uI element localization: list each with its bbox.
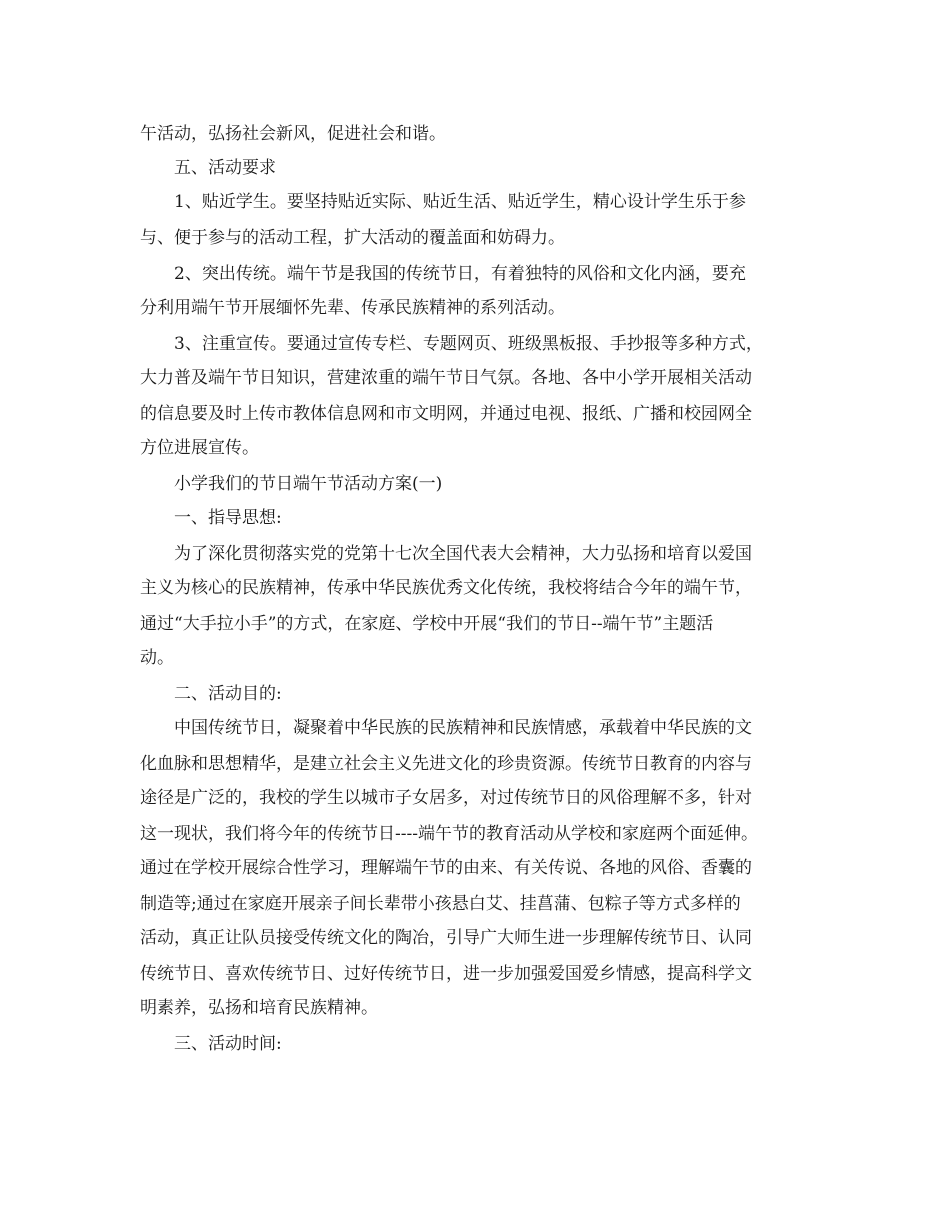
text-line: 动。 [140, 648, 174, 668]
text-line: 途径是广泛的，我校的学生以城市子女居多，对过传统节日的风俗理解不多，针对 [140, 788, 752, 808]
text-line: 3、注重宣传。要通过宣传专栏、专题网页、班级黑板报、手抄报等多种方式， [174, 334, 763, 354]
text-line: 通过“大手拉小手”的方式，在家庭、学校中开展“我们的节日--端午节”主题活 [140, 614, 714, 634]
text-line: 主义为核心的民族精神，传承中华民族优秀文化传统，我校将结合今年的端午节， [140, 578, 752, 598]
text-line: 午活动，弘扬社会新风，促进社会和谐。 [140, 124, 446, 144]
section-heading: 二、活动目的: [174, 684, 282, 704]
text-line: 1、贴近学生。要坚持贴近实际、贴近生活、贴近学生，精心设计学生乐于参 [174, 192, 746, 212]
text-line: 通过在学校开展综合性学习，理解端午节的由来、有关传说、各地的风俗、香囊的 [140, 858, 752, 878]
text-line: 与、便于参与的活动工程，扩大活动的覆盖面和妨碍力。 [140, 228, 565, 248]
text-line: 这一现状，我们将今年的传统节日----端午节的教育活动从学校和家庭两个面延伸。 [140, 824, 758, 844]
text-line: 化血脉和思想精华，是建立社会主义先进文化的珍贵资源。传统节日教育的内容与 [140, 754, 752, 774]
text-line: 传统节日、喜欢传统节日、过好传统节日，进一步加强爱国爱乡情感，提高科学文 [140, 964, 752, 984]
section-heading: 三、活动时间: [174, 1034, 282, 1054]
section-heading: 一、指导思想: [174, 508, 282, 528]
text-line: 制造等;通过在家庭开展亲子间长辈带小孩悬白艾、挂菖蒲、包粽子等方式多样的 [140, 894, 741, 914]
text-line: 活动，真正让队员接受传统文化的陶冶，引导广大师生进一步理解传统节日、认同 [140, 928, 752, 948]
text-line: 分利用端午节开展缅怀先辈、传承民族精神的系列活动。 [140, 298, 565, 318]
text-line: 2、突出传统。端午节是我国的传统节日，有着独特的风俗和文化内涵，要充 [174, 264, 746, 284]
section-title: 小学我们的节日端午节活动方案(一) [174, 474, 443, 494]
text-line: 明素养，弘扬和培育民族精神。 [140, 998, 378, 1018]
text-line: 中国传统节日，凝聚着中华民族的民族精神和民族情感，承载着中华民族的文 [174, 718, 752, 738]
text-line: 方位进展宣传。 [140, 438, 259, 458]
section-heading: 五、活动要求 [174, 158, 276, 178]
text-line: 的信息要及时上传市教体信息网和市文明网，并通过电视、报纸、广播和校园网全 [140, 404, 752, 424]
text-line: 大力普及端午节日知识，营建浓重的端午节日气氛。各地、各中小学开展相关活动 [140, 368, 752, 388]
text-line: 为了深化贯彻落实党的党第十七次全国代表大会精神，大力弘扬和培育以爱国 [174, 544, 752, 564]
